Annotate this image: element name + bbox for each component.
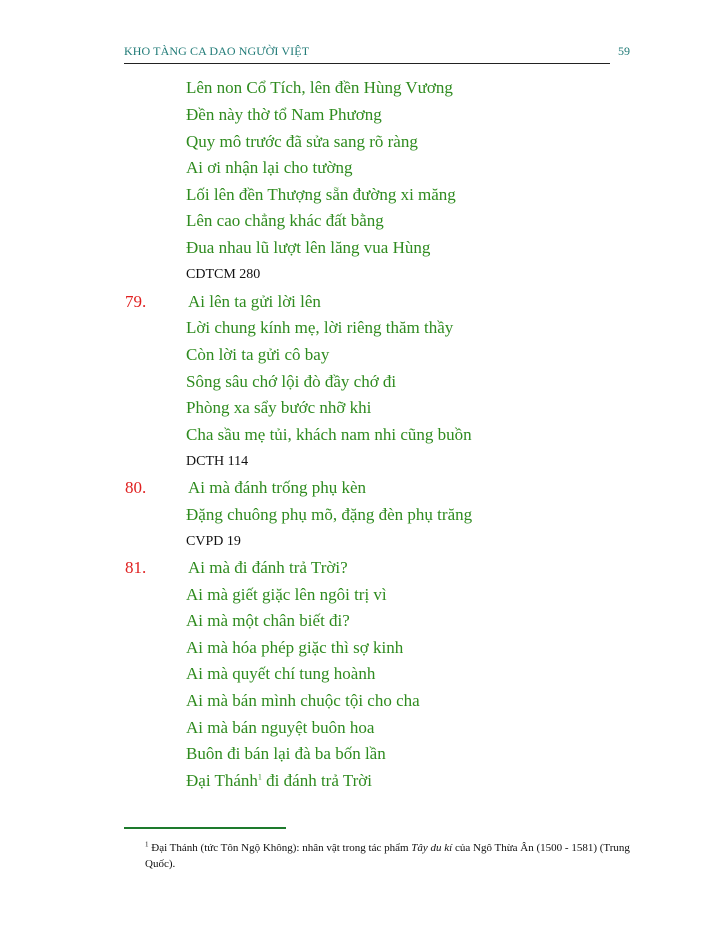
page-number: 59 [618, 44, 630, 58]
verse-text: đi đánh trả Trời [261, 771, 372, 790]
verse-line: Ai mà đi đánh trả Trời? [188, 558, 348, 577]
verse-line: Ai mà quyết chí tung hoành [186, 664, 376, 683]
verse-line: Đặng chuông phụ mõ, đặng đèn phụ trăng [186, 505, 473, 524]
verse-line: Sông sâu chớ lội đò đầy chớ đi [186, 372, 397, 391]
footnote-marker: 1 [145, 840, 149, 849]
footnote-text: của Ngô Thừa Ân (1500 - 1581) (Trung Quốc). [145, 842, 630, 870]
source-citation: CVPD 19 [186, 534, 241, 549]
verse-line: Ai mà giết giặc lên ngôi trị vì [186, 585, 387, 604]
verse-line: Ai mà hóa phép giặc thì sợ kinh [186, 638, 404, 657]
footnote-divider [124, 827, 286, 829]
poem-number: 81. [125, 558, 147, 577]
verse-line: Ai mà bán mình chuộc tội cho cha [186, 691, 420, 710]
verse-line: Đua nhau lũ lượt lên lăng vua Hùng [186, 238, 431, 257]
verse-line: Ai ơi nhận lại cho tường [186, 158, 353, 177]
verse-line: Đền này thờ tổ Nam Phương [186, 105, 382, 124]
footnote [145, 840, 631, 872]
footnote-reference: 1 [257, 772, 262, 782]
verse-line: Phòng xa sẩy bước nhỡ khi [186, 398, 372, 417]
footnote-book-title: Tây du kí [411, 842, 453, 854]
verse-text: Đại Thánh [186, 771, 258, 790]
verse-line: Cha sầu mẹ tủi, khách nam nhi cũng buồn [186, 425, 472, 444]
header-title: KHO TÀNG CA DAO NGƯỜI VIỆT [124, 44, 310, 58]
poem-number: 79. [125, 292, 147, 311]
verse-line: Buôn đi bán lại đà ba bốn lần [186, 744, 386, 763]
page-header [124, 44, 630, 64]
verse-line: Lời chung kính mẹ, lời riêng thăm thầy [186, 318, 454, 337]
verse-line: Lên cao chẳng khác đất bằng [186, 211, 384, 230]
verse-line: Lối lên đền Thượng sẵn đường xi măng [186, 185, 456, 204]
verse-line [186, 771, 372, 791]
verse-line: Quy mô trước đã sửa sang rõ ràng [186, 132, 418, 151]
source-citation: CDTCM 280 [186, 267, 261, 282]
poem-number: 80. [125, 478, 147, 497]
footnote-text: Đại Thánh (tức Tôn Ngộ Không): nhân vật trong tác phẩm [148, 842, 412, 854]
verse-line: Ai mà một chân biết đi? [186, 611, 350, 630]
verse-line: Ai mà đánh trống phụ kèn [188, 478, 366, 497]
verse-line: Còn lời ta gửi cô bay [186, 345, 330, 364]
header-divider [124, 63, 610, 64]
verse-line: Ai lên ta gửi lời lên [188, 292, 321, 311]
verse-line: Lên non Cổ Tích, lên đền Hùng Vương [186, 78, 453, 97]
verse-line: Ai mà bán nguyệt buôn hoa [186, 718, 375, 737]
source-citation: DCTH 114 [186, 454, 249, 469]
